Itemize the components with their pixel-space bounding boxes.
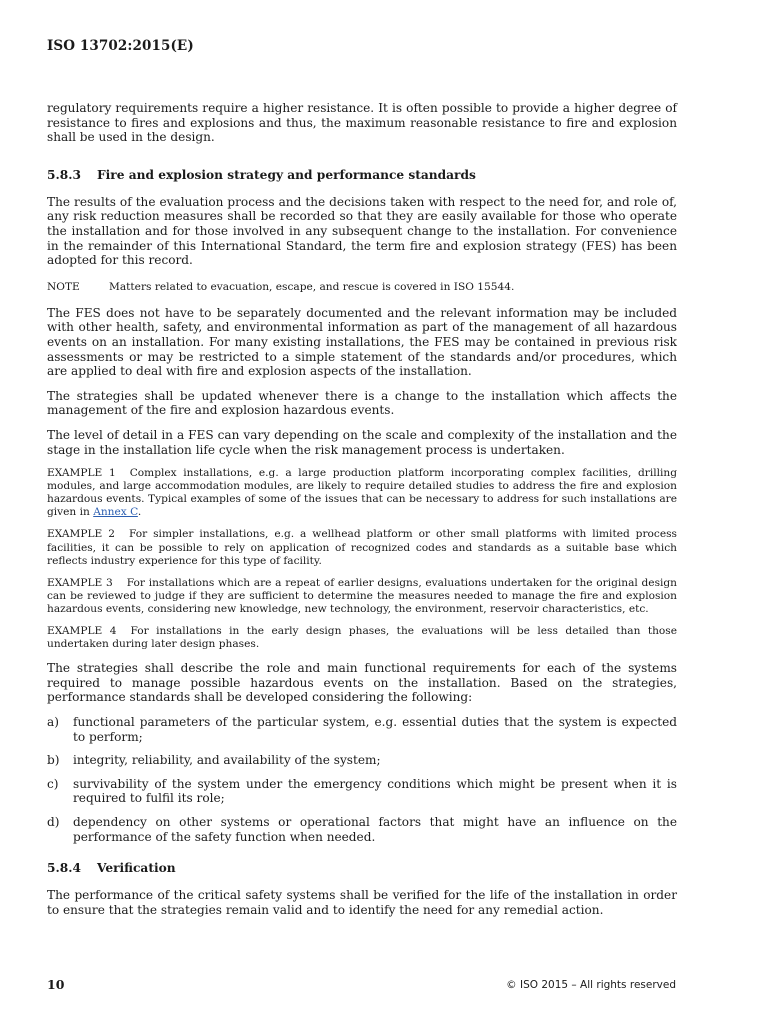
section-5-8-3-paragraph-2: The FES does not have to be separately documented and the relevant information may be included with other health, safety, and environmental information as part of the management of all hazardous events on an installation. For many existing installations, the FES may be contained in previous risk assessments or may be restricted to a simple statement of the standards and/or procedures, which are applied to deal with fire and explosion aspects of the installation. (47, 305, 677, 379)
example-2 (47, 528, 677, 567)
example-2-label: EXAMPLE 2 (47, 528, 115, 541)
list-text: survivability of the system under the emergency conditions which might be present when it is required to fulfil its role; (73, 776, 677, 806)
list-item (47, 777, 677, 806)
list-text: functional parameters of the particular system, e.g. essential duties that the system is expected to perform; (73, 715, 677, 744)
example-3-text: For installations which are a repeat of earlier designs, evaluations undertaken for the original design can be reviewed to judge if they are sufficient to determine the measures needed to manage the fire and explosion hazardous events, considering new knowledge, new technology, the environment, reservoir characteristics, etc. (47, 576, 677, 615)
section-5-8-3-paragraph-5: The strategies shall describe the role and main functional requirements for each of the systems required to manage possible hazardous events on the installation. Based on the strategies, performance standards shall be developed considering the following: (47, 661, 677, 705)
annex-c-link[interactable]: Annex C (93, 506, 138, 519)
example-1-text: Complex installations, e.g. a large production platform incorporating complex facilities, drilling modules, and large accommodation modules, are likely to require detailed studies to address the fire and explosion hazardous events. Typical examples of some of the issues that can be necessary to address for such installations are given in (47, 467, 677, 519)
list-marker: c) (47, 776, 59, 791)
section-5-8-4-heading (47, 861, 677, 876)
list-marker: d) (47, 814, 60, 829)
example-4-text: For installations in the early design phases, the evaluations will be less detailed than those undertaken during later design phases. (47, 625, 677, 651)
page-number: 10 (47, 977, 65, 992)
example-4 (47, 625, 677, 651)
document-header: ISO 13702:2015(E) (47, 38, 194, 54)
list-item (47, 753, 677, 768)
section-title: Fire and explosion strategy and performance standards (97, 167, 476, 182)
list-item (47, 815, 677, 844)
list-text: dependency on other systems or operational factors that might have an influence on the performance of the safety function when needed. (73, 814, 677, 844)
list-item (47, 715, 677, 744)
list-marker: a) (47, 715, 59, 729)
note (47, 281, 677, 294)
example-3 (47, 577, 677, 616)
list-marker: b) (47, 753, 60, 768)
example-4-label: EXAMPLE 4 (47, 625, 117, 638)
section-5-8-3-paragraph-3: The strategies shall be updated whenever there is a change to the installation which affects the management of the fire and explosion hazardous events. (47, 388, 677, 418)
section-number: 5.8.4 (47, 861, 81, 876)
copyright-notice: © ISO 2015 – All rights reserved (506, 979, 676, 991)
section-5-8-3-paragraph-1: The results of the evaluation process and the decisions taken with respect to the need for, and role of, any risk reduction measures shall be recorded so that they are easily available for those who operate the installation and for those involved in any subsequent change to the installation. For convenience in the remainder of this International Standard, the term fire and explosion strategy (FES) has been adopted for this record. (47, 194, 677, 268)
section-5-8-3-paragraph-4: The level of detail in a FES can vary depending on the scale and complexity of the installation and the stage in the installation life cycle when the risk management process is undertaken. (47, 427, 677, 457)
note-label: NOTE (47, 280, 80, 293)
example-1 (47, 467, 677, 519)
section-5-8-4-paragraph-1: The performance of the critical safety systems shall be verified for the life of the installation in order to ensure that the strategies remain valid and to identify the need for any remedial action. (47, 888, 677, 917)
example-3-label: EXAMPLE 3 (47, 576, 113, 589)
note-text: Matters related to evacuation, escape, and rescue is covered in ISO 15544. (109, 280, 515, 293)
list-text: integrity, reliability, and availability of the system; (73, 753, 381, 768)
section-number: 5.8.3 (47, 167, 81, 182)
section-5-8-3-heading (47, 168, 677, 183)
intro-paragraph: regulatory requirements require a higher resistance. It is often possible to provide a higher degree of resistance to fires and explosions and thus, the maximum reasonable resistance to fire and explosion shall be used in the design. (47, 101, 677, 145)
example-2-text: For simpler installations, e.g. a wellhead platform or other small platforms with limited process facilities, it can be possible to rely on application of recognized codes and standards as a suitable base which reflects industry experience for this type of facility. (47, 528, 677, 567)
example-1-label: EXAMPLE 1 (47, 467, 116, 480)
example-1-end: . (137, 506, 142, 519)
section-title: Verification (97, 861, 176, 876)
document-body (47, 101, 677, 917)
